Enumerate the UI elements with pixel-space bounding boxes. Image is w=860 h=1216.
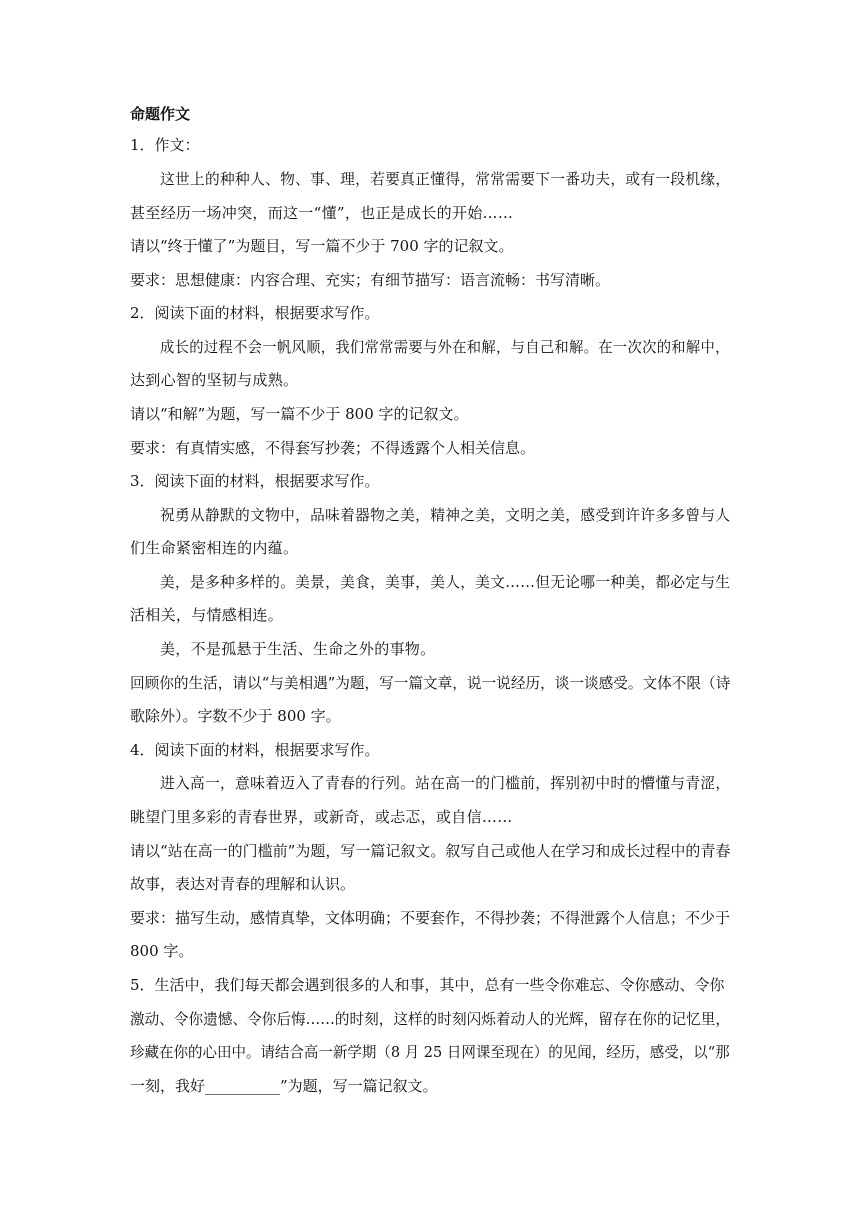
q1-material-line-2: 甚至经历一场冲突，而这一“懂”，也正是成长的开始…… bbox=[130, 204, 514, 222]
q3-head: 3．阅读下面的材料，根据要求写作。 bbox=[130, 472, 380, 490]
q2-prompt: 请以“和解”为题，写一篇不少于 800 字的记叙文。 bbox=[130, 405, 469, 423]
q5-line-1: 5．生活中，我们每天都会遇到很多的人和事，其中，总有一些令你难忘、令你感动、令你 bbox=[130, 976, 725, 994]
q3-prompt-line-1: 回顾你的生活，请以“与美相遇”为题，写一篇文章，说一说经历，谈一谈感受。文体不限（诗 bbox=[130, 674, 731, 692]
q4-material-line-2: 眺望门里多彩的青春世界，或新奇，或忐忑，或自信…… bbox=[130, 808, 513, 826]
q5-line-2: 激动、令你遗憾、令你后悔……的时刻，这样的时刻闪烁着动人的光辉，留存在你的记忆里， bbox=[130, 1010, 731, 1028]
q2-requirements: 要求：有真情实感，不得套写抄袭；不得透露个人相关信息。 bbox=[130, 439, 536, 457]
q2-head: 2．阅读下面的材料，根据要求写作。 bbox=[130, 304, 380, 322]
q2-material-line-2: 达到心智的坚韧与成熟。 bbox=[130, 371, 299, 389]
q4-requirements-line-2: 800 字。 bbox=[130, 942, 194, 960]
q3-prompt-line-2: 歌除外）。字数不少于 800 字。 bbox=[130, 707, 341, 725]
q1-requirements: 要求：思想健康：内容合理、充实；有细节描写：语言流畅：书写清晰。 bbox=[130, 271, 611, 289]
q4-prompt-line-2: 故事，表达对青春的理解和认识。 bbox=[130, 875, 356, 893]
q4-requirements-line-1: 要求：描写生动，感情真挚，文体明确；不要套作，不得抄袭；不得泄露个人信息；不少于 bbox=[130, 909, 731, 927]
q3-material-line-3: 美，是多种多样的。美景，美食，美事，美人，美文……但无论哪一种美，都必定与生 bbox=[160, 573, 731, 591]
q1-prompt: 请以“终于懂了”为题目，写一篇不少于 700 字的记叙文。 bbox=[130, 237, 514, 255]
q3-material-line-5: 美，不是孤悬于生活、生命之外的事物。 bbox=[160, 640, 436, 658]
q4-material-line-1: 进入高一，意味着迈入了青春的行列。站在高一的门槛前，挥别初中时的懵懂与青涩， bbox=[160, 774, 731, 792]
q1-material-line-1: 这世上的种种人、物、事、理，若要真正懂得，常常需要下一番功夫，或有一段机缘， bbox=[160, 170, 731, 188]
q3-material-line-1: 祝勇从静默的文物中，品味着器物之美，精神之美，文明之美，感受到许许多多曾与人 bbox=[160, 506, 731, 524]
q4-head: 4．阅读下面的材料，根据要求写作。 bbox=[130, 741, 380, 759]
q5-line-3: 珍藏在你的心田中。请结合高一新学期（8 月 25 日网课至现在）的见闻，经历，感受，以“那 bbox=[130, 1043, 730, 1061]
section-title: 命题作文 bbox=[130, 105, 191, 123]
q5-line-4: 一刻，我好__________”为题，写一篇记叙文。 bbox=[130, 1077, 438, 1095]
q3-material-line-4: 活相关，与情感相连。 bbox=[130, 606, 284, 624]
q3-material-line-2: 们生命紧密相连的内蕴。 bbox=[130, 539, 299, 557]
q2-material-line-1: 成长的过程不会一帆风顺，我们常常需要与外在和解，与自己和解。在一次次的和解中， bbox=[160, 338, 730, 356]
q4-prompt-line-1: 请以“站在高一的门槛前”为题，写一篇记叙文。叙写自己或他人在学习和成长过程中的青春 bbox=[130, 842, 731, 860]
q1-head: 1．作文： bbox=[130, 136, 200, 154]
